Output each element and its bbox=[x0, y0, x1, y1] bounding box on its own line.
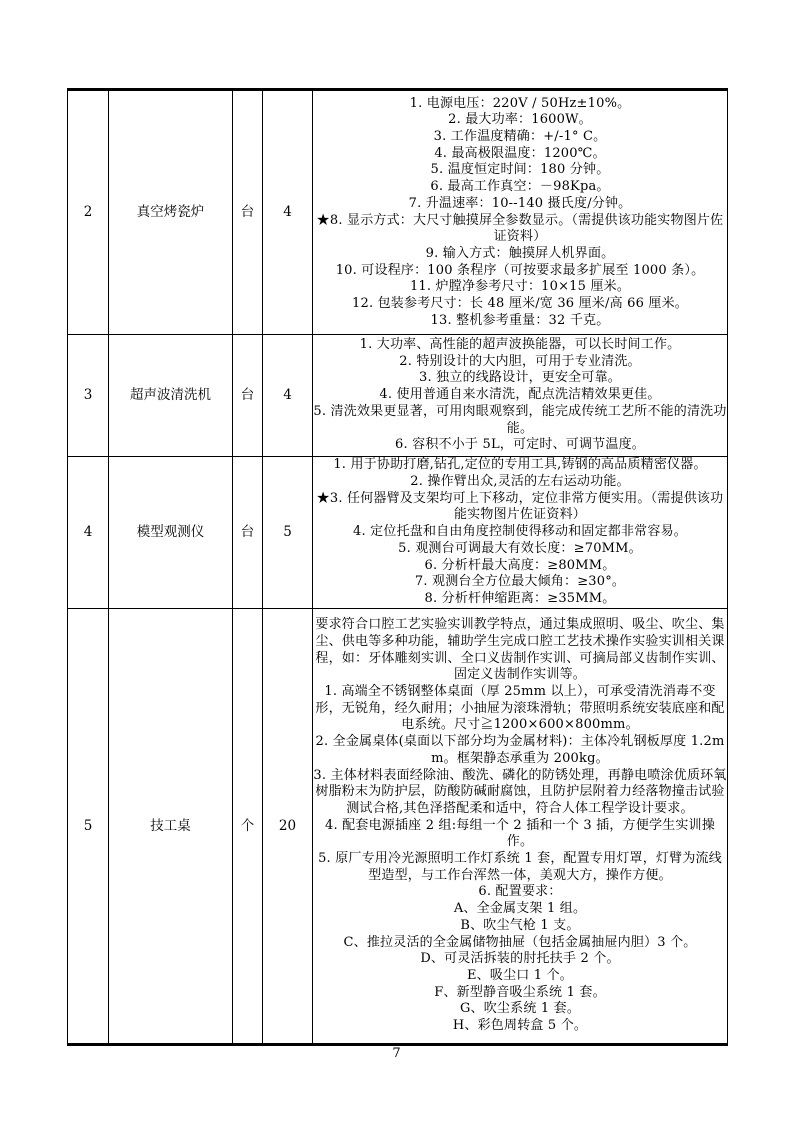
spec-text-line: H、彩色周转盒 5 个。 bbox=[452, 1018, 588, 1034]
unit-cell: 台 bbox=[233, 335, 263, 457]
spec-text-line: 1. 大功率、高性能的超声波换能器，可以长时间工作。 bbox=[359, 337, 681, 353]
spec-text-line: 6. 分析杆最大高度：≥80MM。 bbox=[424, 557, 616, 573]
quantity-cell: 20 bbox=[263, 609, 313, 1045]
spec-list bbox=[313, 335, 728, 457]
spec-text-line: 3. 工作温度精确：+/-1° C。 bbox=[433, 128, 607, 144]
spec-text-line: ★8. 显示方式：大尺寸触摸屏全参数显示。（需提供该功能实物图片佐证资料） bbox=[316, 212, 724, 245]
spec-text-line: 要求符合口腔工艺实验实训教学特点，通过集成照明、吸尘、吹尘、集尘、供电等多种功能，辅助学生完成口腔工艺技术操作实验实训相关课程，如：牙体雕刻实训、全口义齿制作实训、可摘局部义齿制作实训、固定义齿制作实训等。 bbox=[315, 617, 725, 683]
table-row bbox=[68, 609, 728, 1045]
spec-text-line: 5. 观测台可调最大有效长度：≥70MM。 bbox=[398, 540, 642, 556]
page-number: 7 bbox=[392, 1046, 401, 1061]
row-number: 4 bbox=[68, 457, 109, 609]
unit-cell: 台 bbox=[233, 457, 263, 609]
spec-text-line: A、全金属支架 1 组。 bbox=[453, 901, 587, 917]
spec-table-body bbox=[68, 90, 728, 1045]
spec-text-line: 2. 特别设计的大内胆，可用于专业清洗。 bbox=[399, 353, 641, 369]
unit-cell: 个 bbox=[233, 609, 263, 1045]
spec-list bbox=[313, 457, 728, 609]
spec-text-line: 5. 温度恒定时间：180 分钟。 bbox=[430, 162, 610, 178]
spec-text-line: ★3. 任何器臂及支架均可上下移动，定位非常方便实用。（需提供该功能实物图片佐证资料） bbox=[316, 490, 724, 523]
spec-text-line: 7. 观测台全方位最大倾角：≥30°。 bbox=[414, 574, 626, 590]
spec-text-line: 4. 定位托盘和自由角度控制使得移动和固定都非常容易。 bbox=[353, 524, 687, 540]
row-number: 5 bbox=[68, 609, 109, 1045]
spec-text-line: 4. 最高极限温度：1200℃。 bbox=[434, 145, 606, 161]
spec-text-line: 13. 整机参考重量：32 千克。 bbox=[430, 312, 610, 328]
spec-text-line: 4. 配套电源插座 2 组:每组一个 2 插和一个 3 插，方便学生实训操作。 bbox=[325, 817, 715, 850]
row-number: 2 bbox=[68, 90, 109, 335]
row-number: 3 bbox=[68, 335, 109, 457]
spec-text-line: 7. 升温速率：10--140 摄氏度/分钟。 bbox=[408, 195, 632, 211]
spec-text-line: 3. 独立的线路设计，更安全可靠。 bbox=[419, 370, 621, 386]
equipment-name: 真空烤瓷炉 bbox=[109, 90, 233, 335]
spec-text-line: B、吹尘气枪 1 支。 bbox=[460, 917, 580, 933]
spec-text-line: 5. 原厂专用冷光源照明工作灯系统 1 套，配置专用灯罩，灯臂为流线型造型，与工作台浑然一体，美观大方，操作方便。 bbox=[318, 851, 722, 883]
spec-text-line: 8. 分析杆伸缩距离：≥35MM。 bbox=[424, 590, 616, 606]
equipment-name: 模型观测仪 bbox=[109, 457, 233, 609]
spec-text-line: 5. 清洗效果更显著，可用肉眼观察到，能完成传统工艺所不能的清洗功能。 bbox=[313, 403, 727, 436]
spec-list bbox=[313, 90, 728, 335]
spec-text-line: F、新型静音吸尘系统 1 套。 bbox=[434, 984, 606, 1000]
spec-text-line: 2. 操作臂出众,灵活的左右运动功能。 bbox=[410, 474, 630, 490]
table-row bbox=[68, 457, 728, 609]
table-row bbox=[68, 90, 728, 335]
equipment-spec-table bbox=[67, 88, 728, 1046]
spec-list bbox=[313, 609, 728, 1045]
spec-text-line: E、吸尘口 1 个。 bbox=[466, 967, 574, 983]
spec-text-line: C、推拉灵活的全金属储物抽屉（包括金属抽屉内胆）3 个。 bbox=[343, 934, 697, 950]
equipment-name: 技工桌 bbox=[109, 609, 233, 1045]
spec-text-line: 2. 最大功率：1600W。 bbox=[448, 112, 592, 128]
quantity-cell: 5 bbox=[263, 457, 313, 609]
spec-text-line: G、吹尘系统 1 套。 bbox=[459, 1001, 581, 1017]
quantity-cell: 4 bbox=[263, 90, 313, 335]
equipment-name: 超声波清洗机 bbox=[109, 335, 233, 457]
spec-text-line: 6. 配置要求： bbox=[478, 884, 562, 900]
spec-text-line: D、可灵活拆装的肘托扶手 2 个。 bbox=[420, 951, 620, 967]
spec-text-line: 4. 使用普通自来水清洗，配点洗洁精效果更佳。 bbox=[379, 387, 661, 403]
spec-text-line: 1. 高端全不锈钢整体桌面（厚 25mm 以上），可承受清洗消毒不变形，无锐角，经久耐用；小抽屉为滚珠滑轨；带照明系统安装底座和配电系统。尺寸≧1200×600×800mm。 bbox=[315, 684, 725, 733]
spec-text-line: 12. 包装参考尺寸：长 48 厘米/宽 36 厘米/高 66 厘米。 bbox=[352, 296, 688, 312]
spec-text-line: 9. 输入方式：触摸屏人机界面。 bbox=[425, 245, 615, 261]
unit-cell: 台 bbox=[233, 90, 263, 335]
spec-text-line: 1. 电源电压：220V / 50Hz±10%。 bbox=[409, 95, 631, 111]
quantity-cell: 4 bbox=[263, 335, 313, 457]
spec-text-line: 3. 主体材料表面经除油、酸洗、磷化的防锈处理，再静电喷涂优质环氧树脂粉末为防护层，防酸防碱耐腐蚀，且防护层附着力经落物撞击试验测试合格,其色泽搭配柔和适中，符合人体工程学设计要求。 bbox=[313, 767, 727, 816]
table-row bbox=[68, 335, 728, 457]
spec-text-line: 10. 可设程序：100 条程序（可按要求最多扩展至 1000 条）。 bbox=[335, 262, 705, 278]
spec-text-line: 1. 用于协助打磨,钻孔,定位的专用工具,铸钢的高品质精密仪器。 bbox=[333, 457, 707, 473]
spec-text-line: 11. 炉膛净参考尺寸：10×15 厘米。 bbox=[409, 279, 631, 295]
spec-text-line: 2. 全金属桌体(桌面以下部分均为金属材料)：主体冷轧钢板厚度 1.2mm。框架静态承重为 200kg。 bbox=[315, 734, 725, 766]
spec-text-line: 6. 最高工作真空：－98Kpa。 bbox=[430, 179, 610, 195]
spec-text-line: 6. 容积不小于 5L，可定时、可调节温度。 bbox=[395, 437, 645, 453]
